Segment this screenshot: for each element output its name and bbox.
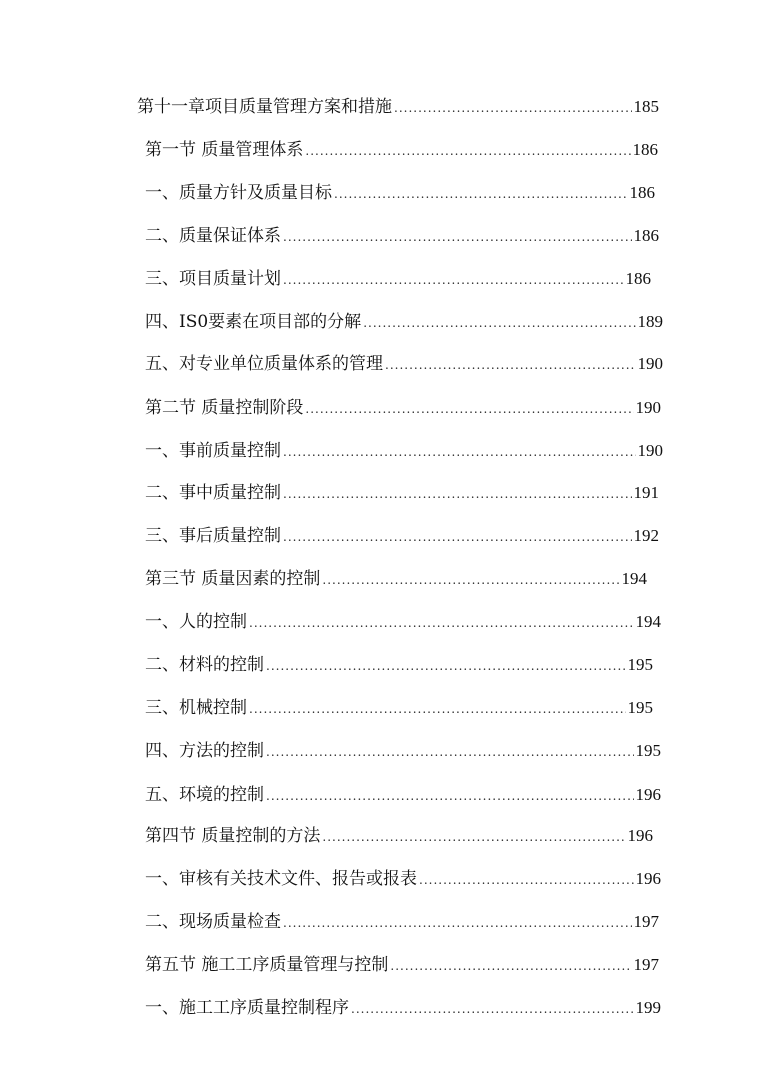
toc-entry-title: 第三节 质量因素的控制 <box>145 569 321 589</box>
toc-dot-leader <box>334 181 628 207</box>
toc-entry <box>145 695 653 721</box>
toc-dot-leader <box>394 95 632 121</box>
toc-entry-title: 一、事前质量控制 <box>145 441 281 461</box>
toc-entry-page: 186 <box>632 140 658 159</box>
toc-entry-page: 197 <box>633 912 659 931</box>
toc-entry-page: 197 <box>633 955 659 974</box>
toc-entry-title: 一、审核有关技术文件、报告或报表 <box>145 869 417 889</box>
toc-entry-page: 190 <box>637 441 663 460</box>
toc-dot-leader <box>363 310 635 336</box>
toc-entry <box>145 180 655 206</box>
toc-entry-title: 五、对专业单位质量体系的管理 <box>145 354 383 374</box>
toc-entry-title: 一、施工工序质量控制程序 <box>145 998 349 1018</box>
toc-entry-page: 191 <box>633 483 659 502</box>
toc-dot-leader <box>283 910 632 936</box>
toc-entry <box>145 952 659 978</box>
toc-dot-leader <box>266 653 626 679</box>
toc-entry-title: 第十一章项目质量管理方案和措施 <box>137 97 392 117</box>
toc-entry <box>145 782 661 808</box>
toc-dot-leader <box>283 439 636 465</box>
toc-entry <box>145 823 653 849</box>
toc-entry <box>145 351 663 377</box>
toc-entry <box>145 137 658 163</box>
toc-entry <box>145 395 661 421</box>
toc-dot-leader <box>322 824 625 850</box>
toc-entry-title: 二、质量保证体系 <box>145 226 281 246</box>
toc-entry-title: 三、项目质量计划 <box>145 269 281 289</box>
toc-dot-leader <box>385 352 636 378</box>
toc-entry <box>145 523 659 549</box>
toc-entry <box>145 566 647 592</box>
toc-dot-leader <box>249 696 626 722</box>
toc-entry-page: 195 <box>627 698 653 717</box>
toc-dot-leader <box>266 783 634 809</box>
toc-entry-page: 195 <box>635 741 661 760</box>
toc-entry <box>145 309 663 335</box>
toc-dot-leader <box>266 739 634 765</box>
toc-entry-page: 196 <box>635 785 661 804</box>
toc-entry <box>145 480 659 506</box>
toc-dot-leader <box>283 481 632 507</box>
toc-entry <box>145 909 659 935</box>
toc-dot-leader <box>351 996 634 1022</box>
toc-entry-title: 二、材料的控制 <box>145 655 264 675</box>
toc-dot-leader <box>283 224 632 250</box>
toc-entry-page: 196 <box>627 826 653 845</box>
toc-entry <box>145 738 661 764</box>
toc-entry-title: 第二节 质量控制阶段 <box>145 398 304 418</box>
toc-entry-page: 194 <box>621 569 647 588</box>
toc-entry <box>145 438 663 464</box>
toc-entry <box>145 866 661 892</box>
toc-entry-page: 196 <box>635 869 661 888</box>
toc-entry-title: 四、IS0要素在项目部的分解 <box>145 312 362 332</box>
toc-entry-title: 第一节 质量管理体系 <box>145 140 304 160</box>
toc-entry <box>145 266 651 292</box>
toc-dot-leader <box>283 524 632 550</box>
toc-entry-page: 186 <box>629 183 655 202</box>
toc-entry-title: 二、现场质量检查 <box>145 912 281 932</box>
toc-entry-title: 第五节 施工工序质量管理与控制 <box>145 955 389 975</box>
toc-dot-leader <box>249 610 634 636</box>
toc-dot-leader <box>305 138 630 164</box>
toc-entry <box>145 652 653 678</box>
toc-entry-title: 三、事后质量控制 <box>145 526 281 546</box>
toc-entry-title: 一、质量方针及质量目标 <box>145 183 332 203</box>
toc-dot-leader <box>283 267 624 293</box>
toc-entry-page: 192 <box>633 526 659 545</box>
toc-entry <box>145 223 659 249</box>
toc-entry-title: 二、事中质量控制 <box>145 483 281 503</box>
toc-entry <box>137 94 659 120</box>
toc-dot-leader <box>390 953 631 979</box>
toc-entry-page: 199 <box>635 998 661 1017</box>
toc-entry-title: 一、人的控制 <box>145 612 247 632</box>
toc-entry-page: 186 <box>625 269 651 288</box>
toc-entry-page: 186 <box>633 226 659 245</box>
toc-entry-page: 195 <box>627 655 653 674</box>
toc-entry-page: 185 <box>633 97 659 116</box>
toc-entry-page: 190 <box>637 354 663 373</box>
toc-entry-title: 五、环境的控制 <box>145 785 264 805</box>
toc-entry <box>145 609 661 635</box>
toc-entry-title: 三、机械控制 <box>145 698 247 718</box>
toc-dot-leader <box>305 396 633 422</box>
toc-entry-title: 四、方法的控制 <box>145 741 264 761</box>
toc-dot-leader <box>322 567 619 593</box>
toc-entry-page: 189 <box>637 312 663 331</box>
toc-entry-page: 194 <box>635 612 661 631</box>
toc-entry <box>145 995 661 1021</box>
toc-entry-page: 190 <box>635 398 661 417</box>
toc-dot-leader <box>419 867 634 893</box>
toc-entry-title: 第四节 质量控制的方法 <box>145 826 321 846</box>
